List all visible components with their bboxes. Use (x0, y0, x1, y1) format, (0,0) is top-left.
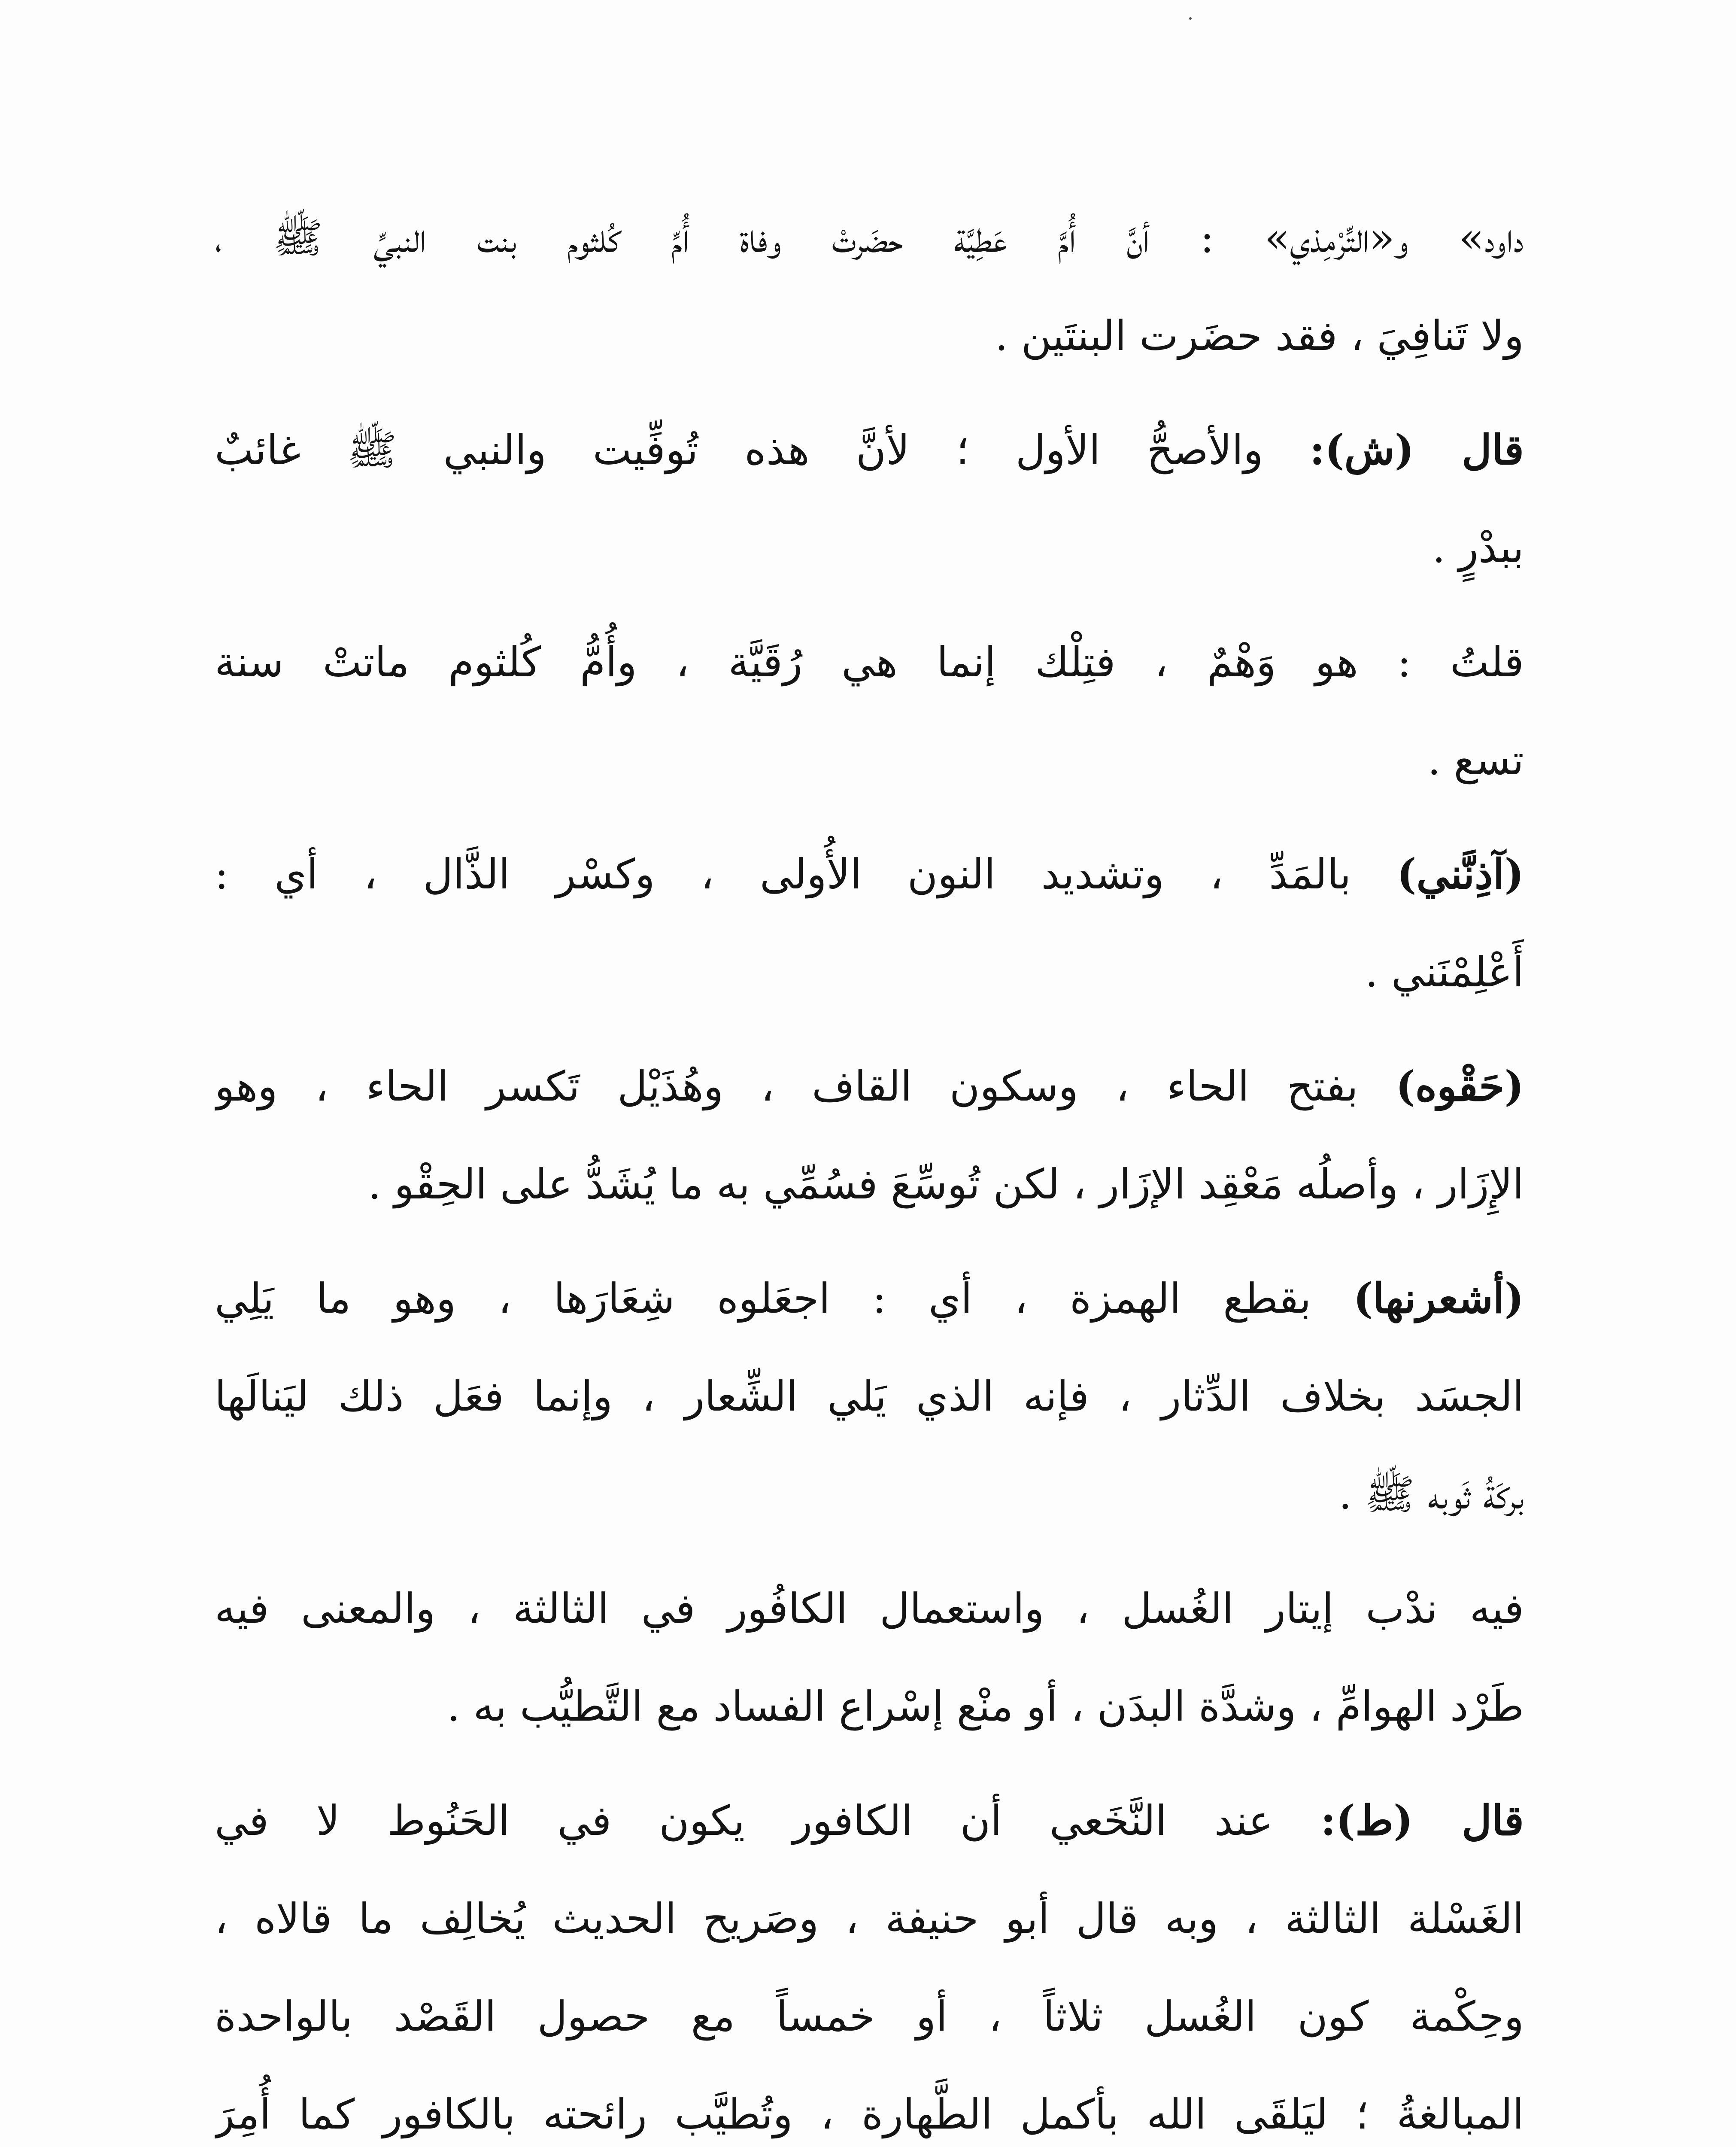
text-line: الجسَد بخلاف الدِّثار ، فإنه الذي يَلي الشِّعار ، وإنما فعَل ذلك ليَنالَها (215, 1372, 1524, 1420)
text-line: طَرْد الهوامِّ ، وشدَّة البدَن ، أو منْع إسْراع الفساد مع التَّطيُّب به . (447, 1682, 1524, 1730)
text-line-body: بفتح الحاء ، وسكون القاف ، وهُذَيْل تَكسر الحاء ، وهو (215, 1062, 1358, 1110)
text-line-body: بالمَدِّ ، وتشديد النون الأُولى ، وكسْر الذَّال ، أي : (215, 850, 1351, 898)
text-line: قلتُ : هو وَهْمٌ ، فتِلْك إنما هي رُقَيَّة ، وأُمُّ كُلثوم ماتتْ سنة (215, 638, 1524, 686)
text-line (215, 1250, 1524, 1347)
paragraph-lead: قال (ش): (1309, 426, 1524, 474)
text-line: الإِزَار ، وأصلُه مَعْقِد الإزَار ، لكن تُوسِّعَ فسُمِّي به ما يُشَدُّ على الحِقْو . (368, 1160, 1524, 1208)
text-line: وحِكْمة كون الغُسل ثلاثاً ، أو خمساً مع حصول القَصْد بالواحدة (215, 1992, 1524, 2041)
text-line-body: بقطع الهمزة ، أي : اجعَلوه شِعَارَها ، وهو ما يَلِي (215, 1274, 1311, 1323)
text-line: الغَسْلة الثالثة ، وبه قال أبو حنيفة ، وصَريح الحديث يُخالِف ما قالاه ، (215, 1895, 1524, 1943)
text-line (215, 401, 1524, 499)
paragraph-lead: (حَقْوه) (1396, 1062, 1524, 1110)
text-line: بركَةُ ثَوبه ﷺ . (1338, 1470, 1524, 1518)
text-line: أَعْلِمْنَني . (1365, 948, 1524, 996)
paragraph-lead: (آذِنَّني) (1397, 850, 1524, 898)
text-line: فيه ندْب إيتار الغُسل ، واستعمال الكافُور في الثالثة ، والمعنى فيه (215, 1584, 1524, 1633)
main-text (215, 189, 1524, 2147)
paragraph-lead: (أشعرنها) (1353, 1274, 1524, 1323)
scan-speck (1189, 17, 1192, 20)
text-line-body: والأصحُّ الأول ؛ لأنَّ هذه تُوفِّيت والنبي ﷺ غائبٌ (215, 426, 1263, 474)
text-line (215, 1772, 1524, 1870)
text-line: ببدْرٍ . (1432, 524, 1524, 572)
text-line (215, 825, 1524, 923)
text-line: داود» و«التِّرْمِذي» : أنَّ أُمَّ عَطِيَّة حضَرتْ وفاة أُمِّ كُلثوم بنت النبيِّ ﷺ ، (215, 214, 1524, 262)
text-line (215, 1037, 1524, 1135)
paragraph-lead: قال (ط): (1320, 1796, 1524, 1845)
text-line: تسع . (1427, 736, 1524, 784)
text-line: ولا تَنافِيَ ، فقد حضَرت البنتَين . (995, 312, 1524, 360)
text-line-body: عند النَّخَعي أن الكافور يكون في الحَنُوط لا في (215, 1797, 1273, 1845)
text-line: المبالغةُ ؛ ليَلقَى الله بأكمل الطَّهارة ، وتُطيَّب رائحته بالكافور كما أُمِرَ (215, 2090, 1524, 2138)
